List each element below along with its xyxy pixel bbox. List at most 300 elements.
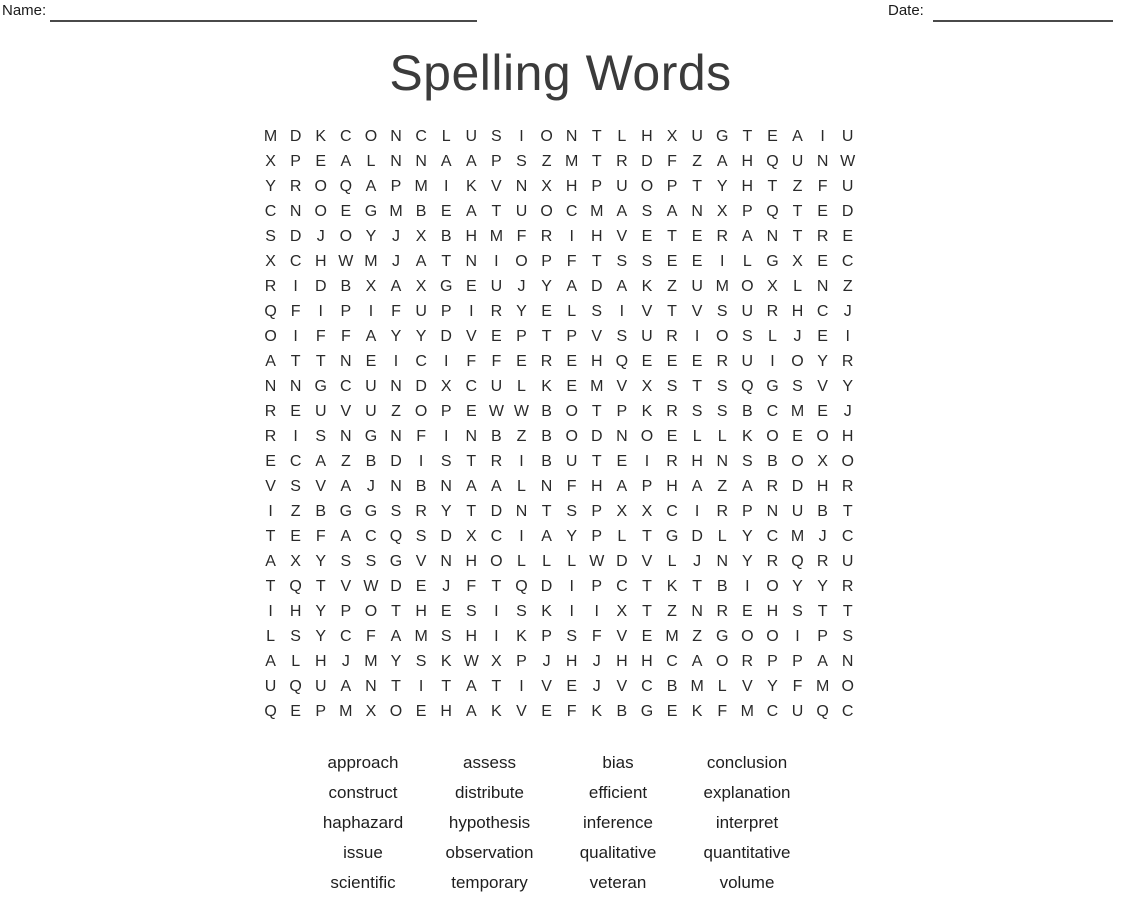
word-list-item: scientific bbox=[330, 873, 396, 892]
grid-letter: T bbox=[842, 602, 853, 620]
grid-letter: E bbox=[465, 277, 477, 295]
grid-letter: S bbox=[641, 252, 653, 270]
grid-letter: B bbox=[817, 502, 828, 520]
grid-letter: U bbox=[791, 152, 804, 170]
grid-letter: E bbox=[516, 352, 527, 370]
grid-letter: Y bbox=[390, 327, 402, 345]
grid-letter: V bbox=[741, 677, 753, 695]
grid-letter: N bbox=[289, 377, 302, 395]
grid-letter: C bbox=[415, 352, 427, 370]
grid-letter: Z bbox=[541, 152, 552, 170]
grid-letter: P bbox=[666, 177, 678, 195]
grid-letter: Q bbox=[264, 702, 277, 720]
grid-letter: A bbox=[465, 202, 477, 220]
grid-letter: N bbox=[465, 252, 478, 270]
grid-letter: U bbox=[691, 277, 703, 295]
grid-letter: P bbox=[516, 327, 527, 345]
grid-letter: M bbox=[790, 402, 805, 420]
grid-letter: I bbox=[644, 452, 650, 470]
grid-letter: H bbox=[590, 477, 603, 495]
grid-letter: Z bbox=[391, 402, 401, 420]
grid-letter: W bbox=[840, 152, 856, 170]
grid-letter: T bbox=[265, 577, 276, 595]
grid-letter: F bbox=[792, 677, 803, 695]
grid-letter: C bbox=[289, 452, 302, 470]
grid-letter: E bbox=[817, 402, 828, 420]
grid-letter: P bbox=[792, 652, 803, 670]
grid-letter: E bbox=[541, 302, 552, 320]
grid-letter: P bbox=[315, 702, 327, 720]
word-list-item: temporary bbox=[451, 873, 528, 892]
grid-letter: S bbox=[741, 452, 753, 470]
grid-letter: Y bbox=[365, 227, 377, 245]
grid-letter: S bbox=[390, 502, 402, 520]
grid-letter: P bbox=[741, 502, 753, 520]
grid-letter: R bbox=[264, 427, 277, 445]
grid-letter: I bbox=[845, 327, 850, 345]
grid-letter: U bbox=[565, 452, 578, 470]
grid-letter: J bbox=[366, 477, 375, 495]
grid-letter: N bbox=[390, 377, 402, 395]
grid-letter: G bbox=[716, 127, 729, 145]
grid-letter: A bbox=[741, 477, 753, 495]
grid-letter: P bbox=[591, 502, 603, 520]
grid-letter: I bbox=[443, 352, 449, 370]
grid-letter: V bbox=[616, 677, 628, 695]
grid-letter: E bbox=[641, 227, 653, 245]
grid-letter: G bbox=[766, 252, 779, 270]
grid-letter: E bbox=[440, 202, 452, 220]
grid-letter: H bbox=[616, 652, 628, 670]
grid-letter: D bbox=[590, 277, 603, 295]
grid-letter: O bbox=[841, 677, 854, 695]
grid-letter: R bbox=[766, 477, 779, 495]
grid-letter: D bbox=[540, 577, 553, 595]
word-list-item: distribute bbox=[455, 783, 524, 802]
grid-letter: I bbox=[318, 302, 323, 320]
grid-letter: I bbox=[694, 502, 700, 520]
grid-letter: J bbox=[442, 577, 451, 595]
grid-letter: E bbox=[290, 702, 301, 720]
grid-letter: L bbox=[793, 277, 802, 295]
grid-letter: O bbox=[766, 577, 779, 595]
grid-letter: G bbox=[364, 202, 378, 220]
grid-letter: I bbox=[720, 252, 725, 270]
grid-letter: U bbox=[490, 377, 503, 395]
grid-letter: S bbox=[516, 602, 527, 620]
grid-letter: O bbox=[414, 402, 428, 420]
grid-letter: L bbox=[617, 527, 627, 545]
grid-letter: F bbox=[315, 327, 326, 345]
grid-letter: C bbox=[340, 377, 352, 395]
grid-letter: O bbox=[716, 652, 729, 670]
grid-letter: R bbox=[666, 402, 678, 420]
grid-letter: P bbox=[566, 327, 577, 345]
grid-letter: P bbox=[591, 577, 603, 595]
grid-letter: S bbox=[340, 552, 352, 570]
grid-letter: D bbox=[691, 527, 703, 545]
grid-letter: M bbox=[414, 177, 428, 195]
grid-letter: R bbox=[766, 302, 779, 320]
grid-letter: E bbox=[415, 702, 427, 720]
grid-letter: P bbox=[340, 302, 352, 320]
grid-letter: O bbox=[565, 402, 578, 420]
grid-letter: B bbox=[541, 402, 552, 420]
grid-letter: J bbox=[392, 227, 401, 245]
grid-letter: O bbox=[640, 427, 654, 445]
grid-letter: D bbox=[440, 527, 452, 545]
grid-letter: J bbox=[517, 277, 526, 295]
grid-letter: D bbox=[390, 577, 402, 595]
grid-letter: O bbox=[565, 427, 578, 445]
grid-letter: O bbox=[490, 552, 503, 570]
grid-letter: E bbox=[842, 227, 854, 245]
grid-letter: F bbox=[717, 702, 728, 720]
grid-letter: Y bbox=[315, 602, 327, 620]
grid-letter: X bbox=[616, 502, 628, 520]
grid-letter: A bbox=[817, 652, 828, 670]
grid-letter: I bbox=[418, 452, 424, 470]
grid-letter: A bbox=[365, 327, 377, 345]
grid-letter: U bbox=[515, 202, 528, 220]
grid-letter: H bbox=[590, 352, 603, 370]
grid-letter: E bbox=[641, 352, 653, 370]
grid-letter: R bbox=[666, 452, 678, 470]
grid-letter: I bbox=[569, 577, 574, 595]
grid-letter: M bbox=[364, 252, 378, 270]
grid-letter: X bbox=[440, 377, 452, 395]
grid-letter: Q bbox=[791, 552, 804, 570]
grid-letter: R bbox=[841, 477, 854, 495]
grid-letter: H bbox=[415, 602, 427, 620]
grid-letter: R bbox=[490, 452, 503, 470]
grid-letter: C bbox=[666, 652, 678, 670]
grid-letter: T bbox=[792, 202, 803, 220]
grid-letter: S bbox=[290, 627, 301, 645]
grid-letter: N bbox=[440, 477, 452, 495]
grid-letter: E bbox=[415, 577, 427, 595]
grid-letter: I bbox=[268, 602, 273, 620]
word-list-item: construct bbox=[328, 783, 398, 802]
grid-letter: I bbox=[745, 577, 750, 595]
grid-letter: P bbox=[541, 627, 552, 645]
grid-letter: T bbox=[591, 152, 602, 170]
grid-letter: F bbox=[315, 527, 326, 545]
grid-letter: K bbox=[691, 702, 703, 720]
grid-letter: D bbox=[641, 152, 653, 170]
grid-letter: S bbox=[716, 302, 728, 320]
grid-letter: U bbox=[641, 327, 653, 345]
grid-letter: I bbox=[569, 602, 574, 620]
grid-letter: A bbox=[616, 202, 628, 220]
grid-letter: X bbox=[541, 177, 552, 195]
grid-letter: L bbox=[266, 627, 275, 645]
grid-letter: C bbox=[340, 127, 352, 145]
grid-letter: T bbox=[441, 252, 452, 270]
grid-letter: I bbox=[368, 302, 374, 320]
grid-letter: F bbox=[391, 302, 401, 320]
grid-letter: I bbox=[820, 127, 825, 145]
grid-letter: C bbox=[841, 702, 854, 720]
grid-letter: T bbox=[792, 227, 803, 245]
grid-letter: A bbox=[365, 177, 377, 195]
grid-letter: F bbox=[340, 327, 351, 345]
grid-letter: N bbox=[340, 352, 352, 370]
grid-letter: C bbox=[340, 627, 352, 645]
grid-letter: B bbox=[340, 277, 352, 295]
grid-letter: E bbox=[817, 202, 828, 220]
grid-letter: H bbox=[666, 477, 678, 495]
grid-letter: H bbox=[465, 552, 478, 570]
grid-letter: Y bbox=[315, 627, 327, 645]
grid-letter: M bbox=[565, 152, 579, 170]
grid-letter: B bbox=[666, 677, 678, 695]
word-list-item: quantitative bbox=[703, 843, 791, 862]
grid-letter: C bbox=[565, 202, 578, 220]
grid-letter: R bbox=[841, 352, 854, 370]
grid-letter: I bbox=[569, 227, 574, 245]
grid-letter: J bbox=[793, 327, 802, 345]
grid-letter: A bbox=[265, 552, 276, 570]
grid-letter: P bbox=[591, 527, 603, 545]
grid-letter: N bbox=[691, 602, 703, 620]
grid-letter: N bbox=[515, 177, 528, 195]
grid-letter: M bbox=[590, 377, 604, 395]
grid-letter: D bbox=[440, 327, 452, 345]
word-list-item: volume bbox=[719, 873, 775, 892]
grid-letter: I bbox=[494, 602, 499, 620]
grid-letter: R bbox=[741, 652, 754, 670]
grid-letter: U bbox=[841, 552, 854, 570]
grid-letter: D bbox=[791, 477, 804, 495]
grid-letter: S bbox=[465, 602, 477, 620]
grid-letter: X bbox=[641, 377, 653, 395]
grid-letter: B bbox=[767, 452, 778, 470]
grid-letter: H bbox=[590, 227, 603, 245]
grid-letter: Y bbox=[741, 527, 753, 545]
grid-letter: F bbox=[416, 427, 426, 445]
grid-letter: M bbox=[263, 127, 278, 145]
grid-letter: A bbox=[340, 152, 352, 170]
grid-letter: S bbox=[566, 627, 577, 645]
grid-letter: E bbox=[666, 352, 678, 370]
grid-letter: U bbox=[791, 702, 804, 720]
grid-letter: P bbox=[767, 652, 778, 670]
grid-letter: G bbox=[364, 502, 378, 520]
grid-letter: L bbox=[517, 377, 526, 395]
grid-letter: A bbox=[465, 477, 477, 495]
grid-letter: M bbox=[389, 202, 403, 220]
grid-letter: U bbox=[314, 677, 327, 695]
grid-letter: H bbox=[816, 477, 829, 495]
grid-letter: T bbox=[667, 227, 677, 245]
grid-letter: V bbox=[541, 677, 552, 695]
grid-letter: X bbox=[465, 527, 477, 545]
grid-letter: I bbox=[519, 127, 524, 145]
word-list bbox=[300, 748, 811, 898]
grid-letter: A bbox=[616, 477, 628, 495]
grid-letter: C bbox=[766, 702, 779, 720]
grid-letter: S bbox=[641, 202, 653, 220]
grid-letter: K bbox=[591, 702, 603, 720]
grid-letter: I bbox=[619, 302, 625, 320]
grid-letter: M bbox=[690, 677, 704, 695]
grid-letter: S bbox=[566, 502, 577, 520]
grid-letter: O bbox=[515, 252, 528, 270]
grid-letter: L bbox=[567, 552, 577, 570]
grid-letter: O bbox=[364, 127, 378, 145]
grid-letter: D bbox=[289, 227, 302, 245]
grid-letter: I bbox=[519, 452, 524, 470]
grid-letter: T bbox=[591, 452, 602, 470]
word-list-item: interpret bbox=[715, 813, 779, 832]
grid-letter: E bbox=[340, 202, 352, 220]
grid-letter: T bbox=[817, 602, 828, 620]
grid-letter: H bbox=[741, 177, 754, 195]
grid-letter: O bbox=[816, 427, 829, 445]
grid-letter: Z bbox=[692, 152, 703, 170]
grid-letter: I bbox=[393, 352, 399, 370]
grid-letter: T bbox=[466, 452, 477, 470]
grid-letter: L bbox=[617, 127, 627, 145]
grid-letter: U bbox=[415, 302, 427, 320]
grid-letter: E bbox=[290, 402, 301, 420]
grid-letter: P bbox=[440, 302, 452, 320]
grid-letter: I bbox=[443, 177, 449, 195]
grid-letter: I bbox=[519, 677, 524, 695]
grid-letter: R bbox=[716, 227, 729, 245]
grid-letter: T bbox=[491, 677, 502, 695]
grid-letter: R bbox=[841, 577, 854, 595]
grid-letter: J bbox=[843, 302, 852, 320]
grid-letter: I bbox=[469, 302, 474, 320]
grid-letter: P bbox=[641, 477, 653, 495]
grid-letter: R bbox=[289, 177, 302, 195]
grid-letter: Q bbox=[289, 677, 302, 695]
grid-letter: B bbox=[415, 202, 427, 220]
grid-letter: A bbox=[491, 477, 502, 495]
grid-letter: S bbox=[666, 377, 678, 395]
grid-letter: B bbox=[716, 577, 728, 595]
grid-letter: S bbox=[365, 552, 377, 570]
grid-letter: G bbox=[640, 702, 654, 720]
grid-letter: J bbox=[592, 677, 601, 695]
grid-letter: K bbox=[440, 652, 452, 670]
grid-letter: D bbox=[616, 552, 628, 570]
grid-letter: N bbox=[816, 277, 829, 295]
grid-letter: N bbox=[390, 477, 402, 495]
grid-letter: V bbox=[641, 302, 653, 320]
grid-letter: T bbox=[767, 177, 778, 195]
grid-letter: X bbox=[792, 252, 803, 270]
grid-letter: R bbox=[716, 602, 729, 620]
grid-letter: Y bbox=[516, 302, 527, 320]
grid-letter: H bbox=[691, 452, 703, 470]
grid-letter: E bbox=[641, 627, 653, 645]
grid-letter: S bbox=[792, 377, 803, 395]
grid-letter: K bbox=[491, 702, 502, 720]
grid-letter: S bbox=[440, 627, 452, 645]
grid-letter: P bbox=[390, 177, 402, 195]
grid-letter: G bbox=[364, 427, 378, 445]
grid-letter: G bbox=[339, 502, 353, 520]
grid-letter: G bbox=[314, 377, 327, 395]
word-list-item: issue bbox=[343, 843, 383, 862]
grid-letter: Z bbox=[340, 452, 351, 470]
grid-letter: S bbox=[516, 152, 527, 170]
grid-letter: E bbox=[491, 327, 502, 345]
word-list-item: haphazard bbox=[322, 813, 404, 832]
grid-letter: J bbox=[392, 252, 401, 270]
grid-letter: T bbox=[441, 677, 452, 695]
grid-letter: S bbox=[792, 602, 803, 620]
grid-letter: G bbox=[439, 277, 453, 295]
grid-letter: X bbox=[365, 277, 377, 295]
name-label: Name: bbox=[2, 2, 47, 19]
grid-letter: W bbox=[513, 402, 530, 420]
grid-letter: S bbox=[491, 127, 502, 145]
grid-letter: P bbox=[591, 177, 603, 195]
grid-letter: R bbox=[616, 152, 628, 170]
grid-letter: T bbox=[591, 402, 602, 420]
grid-letter: H bbox=[440, 702, 452, 720]
grid-letter: Y bbox=[440, 502, 452, 520]
grid-letter: C bbox=[365, 527, 377, 545]
grid-letter: I bbox=[268, 502, 273, 520]
grid-letter: E bbox=[666, 702, 678, 720]
word-list-item: inference bbox=[583, 813, 653, 832]
grid-letter: V bbox=[340, 577, 352, 595]
grid-letter: L bbox=[767, 327, 777, 345]
grid-letter: C bbox=[289, 252, 302, 270]
grid-letter: K bbox=[541, 377, 552, 395]
grid-letter: Z bbox=[667, 602, 677, 620]
grid-letter: N bbox=[390, 427, 402, 445]
grid-letter: X bbox=[265, 252, 276, 270]
grid-letter: T bbox=[541, 502, 552, 520]
grid-letter: N bbox=[390, 127, 402, 145]
grid-letter: E bbox=[566, 677, 577, 695]
grid-letter: P bbox=[616, 402, 628, 420]
grid-letter: N bbox=[340, 427, 352, 445]
grid-letter: T bbox=[642, 602, 652, 620]
word-list-item: veteran bbox=[589, 873, 647, 892]
grid-letter: N bbox=[365, 677, 377, 695]
grid-letter: U bbox=[490, 277, 503, 295]
grid-letter: E bbox=[541, 702, 552, 720]
grid-letter: T bbox=[642, 527, 652, 545]
grid-letter: Y bbox=[265, 177, 276, 195]
grid-letter: A bbox=[340, 677, 352, 695]
grid-letter: U bbox=[691, 127, 703, 145]
grid-letter: V bbox=[691, 302, 703, 320]
grid-letter: N bbox=[816, 152, 829, 170]
grid-letter: I bbox=[519, 527, 524, 545]
grid-letter: O bbox=[791, 452, 804, 470]
grid-letter: A bbox=[666, 202, 678, 220]
grid-letter: O bbox=[640, 177, 654, 195]
grid-letter: R bbox=[540, 352, 553, 370]
grid-letter: A bbox=[465, 677, 477, 695]
grid-letter: X bbox=[491, 652, 502, 670]
grid-letter: I bbox=[494, 252, 499, 270]
grid-letter: M bbox=[715, 277, 729, 295]
word-list-item: observation bbox=[445, 843, 534, 862]
grid-letter: N bbox=[390, 152, 402, 170]
grid-letter: D bbox=[289, 127, 302, 145]
grid-letter: D bbox=[490, 502, 503, 520]
grid-letter: U bbox=[841, 127, 854, 145]
